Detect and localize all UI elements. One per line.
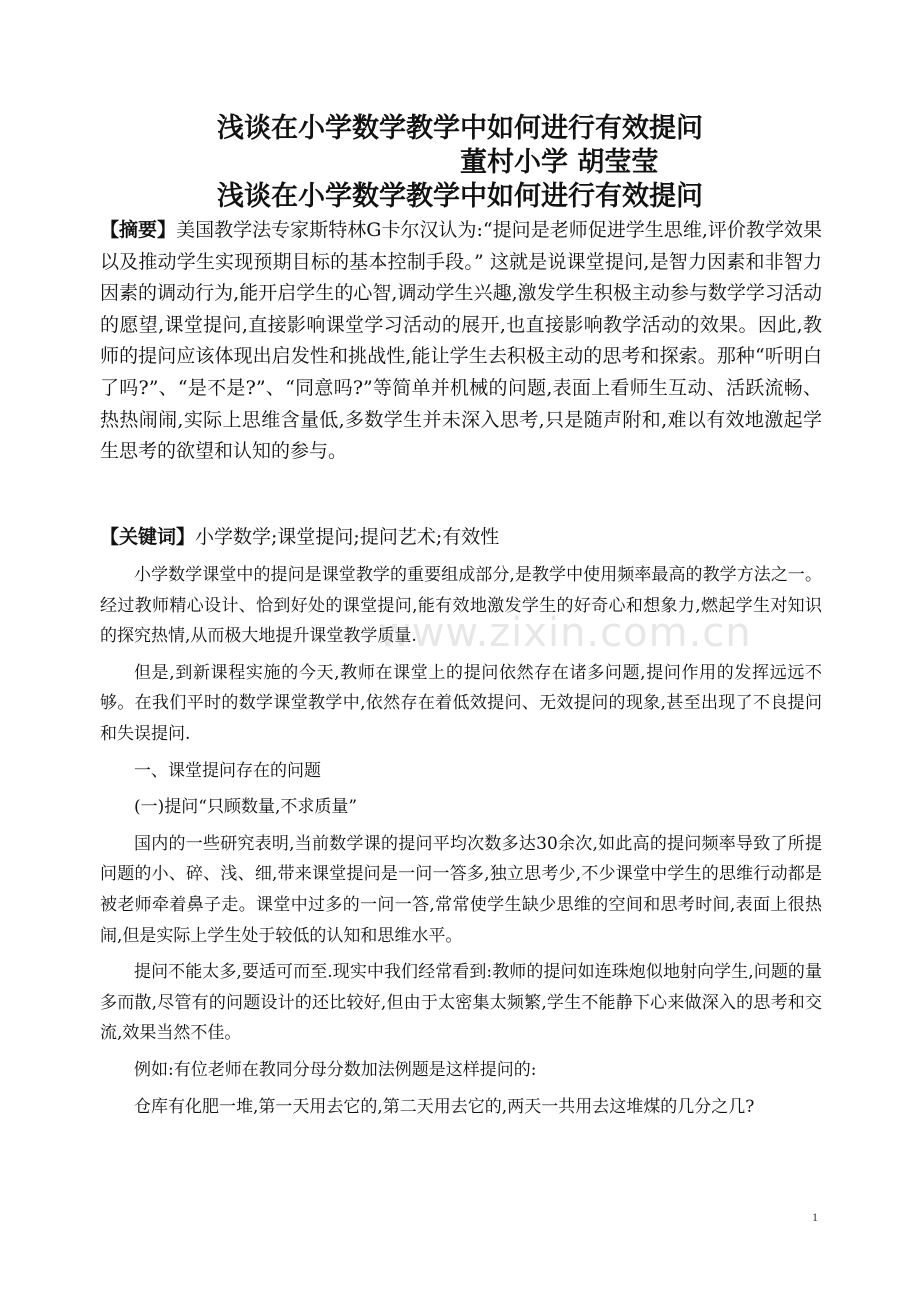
author-line: 董村小学 胡莹莹 xyxy=(460,147,659,178)
paragraph: 例如:有位老师在教同分母分数加法例题是这样提问的: xyxy=(134,1059,537,1080)
paragraph: 提问不能太多,要适可而至.现实中我们经常看到:教师的提问如连珠炮似地射向学生,问题的量多而散,尽管有的问题设计的还比较好,但由于太密集太频繁,学生不能静下心来做深入的思考和交流,效果当然不佳。 xyxy=(100,962,822,1044)
abstract-label: 【摘要】 xyxy=(100,219,177,241)
paragraph: 仓库有化肥一堆,第一天用去它的,第二天用去它的,两天一共用去这堆煤的几分之几? xyxy=(134,1096,755,1117)
watermark: www.zixin.com.cn xyxy=(378,610,752,656)
paragraph: 但是,到新课程实施的今天,教师在课堂上的提问依然存在诸多问题,提问作用的发挥远远不够。在我们平时的数学课堂教学中,依然存在着低效提问、无效提问的现象,甚至出现了不良提问和失误提问. xyxy=(100,662,822,744)
subsection-heading: (一)提问“只顾数量,不求质量” xyxy=(134,797,358,818)
abstract-section xyxy=(100,215,822,468)
paragraph: 国内的一些研究表明,当前数学课的提问平均次数多达30余次,如此高的提问频率导致了所提问题的小、碎、浅、细,带来课堂提问是一问一答多,独立思考少,不少课堂中学生的思维行动都是被老师牵着鼻子走。课堂中过多的一问一答,常常使学生缺少思维的空间和思考时间,表面上很热闹,但是实际上学生处于较低的认知和思维水平。 xyxy=(100,833,822,946)
keywords-label: 【关键词】 xyxy=(100,526,196,548)
abstract-text: 美国教学法专家斯特林G卡尔汉认为:“提问是老师促进学生思维,评价教学效果以及推动学生实现预期目标的基本控制手段。” 这就是说课堂提问,是智力因素和非智力因素的调动行为,能开启学生的心智,调动学生兴趣,激发学生积极主动参与数学学习活动的愿望,课堂提问,直接影响课堂学习活动的展开,也直接影响教学活动的效果。因此,教师的提问应该体现出启发性和挑战性,能让学生去积极主动的思考和探索。那种“听明白了吗?”、“是不是?”、“同意吗?”等简单并机械的问题,表面上看师生互动、活跃流畅、热热闹闹,实际上思维含量低,多数学生并未深入思考,只是随声附和,难以有效地激起学生思考的欲望和认知的参与。 xyxy=(100,219,822,463)
document-title: 浅谈在小学数学教学中如何进行有效提问 xyxy=(217,113,703,144)
paragraph: 小学数学课堂中的提问是课堂教学的重要组成部分,是教学中使用频率最高的教学方法之一。经过教师精心设计、恰到好处的课堂提问,能有效地激发学生的好奇心和想象力,燃起学生对知识的探究热情,从而极大地提升课堂教学质量. xyxy=(100,565,822,647)
document-title-repeat: 浅谈在小学数学教学中如何进行有效提问 xyxy=(217,181,703,212)
page-number: 1 xyxy=(812,1210,818,1224)
keywords-section xyxy=(100,522,822,553)
keywords-text: 小学数学;课堂提问;提问艺术;有效性 xyxy=(195,526,500,548)
section-heading: 一、课堂提问存在的问题 xyxy=(134,760,321,781)
